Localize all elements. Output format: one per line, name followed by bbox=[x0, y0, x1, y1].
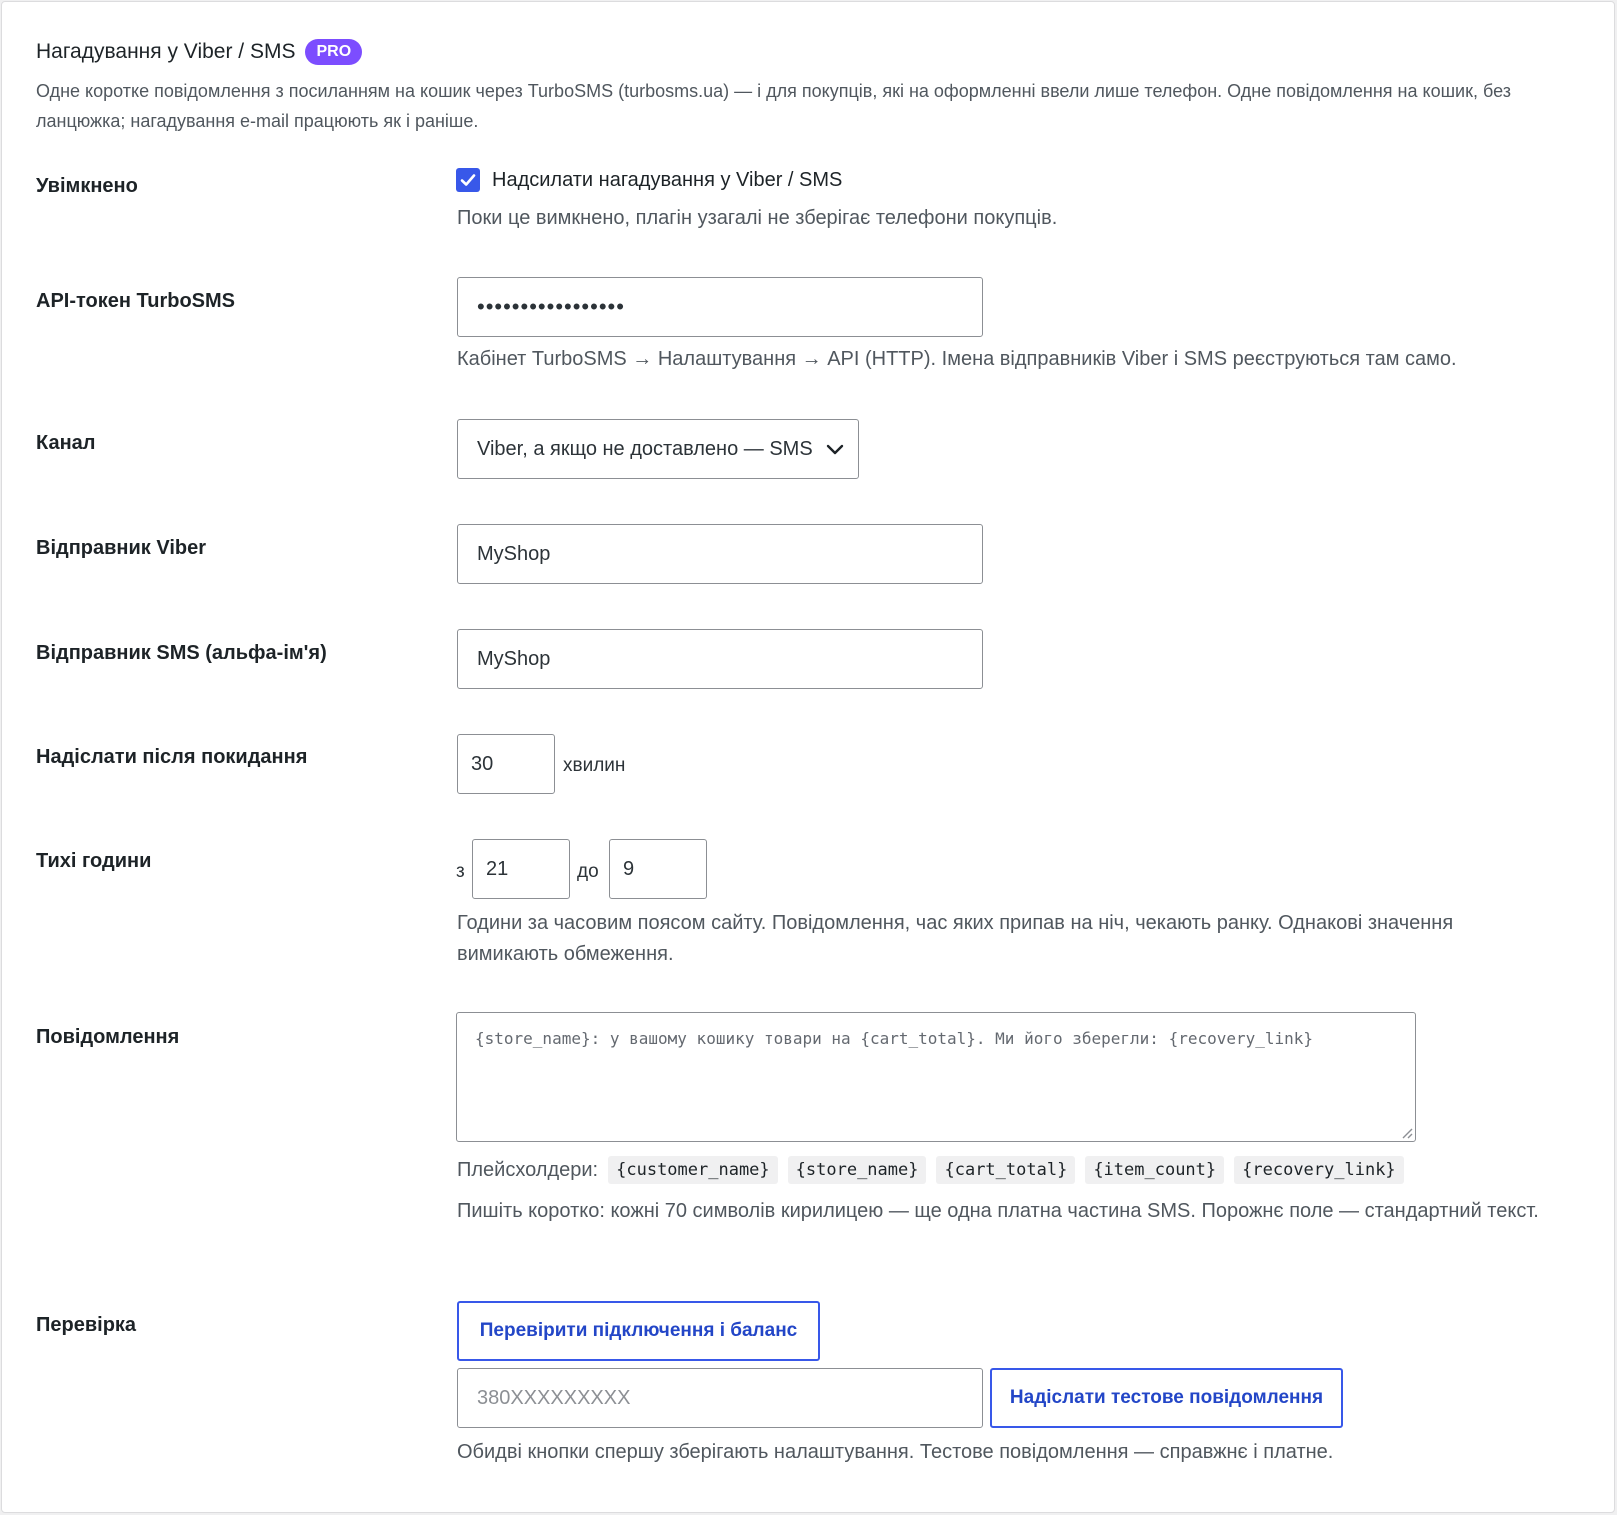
enabled-help: Поки це вимкнено, плагін узагалі не зберігає телефони покупців. bbox=[457, 207, 1058, 229]
section-header bbox=[36, 38, 362, 66]
send-test-button[interactable]: Надіслати тестове повідомлення bbox=[990, 1368, 1343, 1428]
sms-sender-label: Відправник SMS (альфа-ім'я) bbox=[36, 642, 327, 664]
api-token-label: API-токен TurboSMS bbox=[36, 290, 236, 312]
placeholder-tag: {cart_total} bbox=[936, 1156, 1075, 1184]
message-textarea[interactable] bbox=[456, 1012, 1416, 1142]
check-connection-button[interactable]: Перевірити підключення і баланс bbox=[457, 1301, 820, 1361]
message-help: Пишіть коротко: кожні 70 символів кирилицею — ще одна платна частина SMS. Порожнє поле — стандартний текст. bbox=[457, 1200, 1539, 1222]
message-placeholder: {store_name}: у вашому кошику товари на {cart_total}. Ми його зберегли: {recovery_link} bbox=[475, 1029, 1314, 1048]
viber-sender-label: Відправник Viber bbox=[36, 537, 207, 559]
api-token-help: Кабінет TurboSMS → Налаштування → API (HTTP). Імена відправників Viber і SMS реєструються там само. bbox=[457, 348, 1457, 370]
channel-select[interactable] bbox=[457, 419, 859, 479]
viber-sender-input[interactable]: MyShop bbox=[457, 524, 983, 584]
pro-badge: PRO bbox=[305, 39, 362, 65]
api-token-input[interactable]: ••••••••••••••••• bbox=[457, 277, 983, 337]
test-help: Обидві кнопки спершу зберігають налаштування. Тестове повідомлення — справжнє і платне. bbox=[457, 1441, 1334, 1463]
placeholder-tag: {customer_name} bbox=[608, 1156, 778, 1184]
enabled-label: Увімкнено bbox=[36, 175, 138, 197]
delay-input[interactable]: 30 bbox=[457, 734, 555, 794]
quiet-hours-from-label: з bbox=[456, 861, 465, 882]
resize-grip-icon[interactable] bbox=[1399, 1125, 1413, 1139]
chevron-down-icon bbox=[826, 442, 844, 456]
check-icon bbox=[459, 171, 477, 189]
delay-unit: хвилин bbox=[563, 755, 626, 776]
message-label: Повідомлення bbox=[36, 1026, 180, 1048]
quiet-hours-help: Години за часовим поясом сайту. Повідомлення, час яких припав на ніч, чекають ранку. Однакові значення вимикають обмеження. bbox=[457, 912, 1454, 965]
quiet-hours-from-input[interactable]: 21 bbox=[472, 839, 570, 899]
placeholder-tag: {item_count} bbox=[1085, 1156, 1224, 1184]
quiet-hours-to-label: до bbox=[577, 861, 599, 882]
quiet-hours-to-input[interactable]: 9 bbox=[609, 839, 707, 899]
settings-panel bbox=[1, 1, 1615, 1513]
section-description: Одне коротке повідомлення з посиланням на кошик через TurboSMS (turbosms.ua) — і для покупців, які на оформленні ввели лише телефон. Одне повідомлення на кошик, без ланцюжка; нагадування e-mail працюють як і раніше. bbox=[36, 81, 1511, 131]
placeholders-row bbox=[457, 1156, 1404, 1184]
delay-label: Надіслати після покидання bbox=[36, 746, 308, 768]
quiet-hours-label: Тихі години bbox=[36, 850, 152, 872]
channel-label: Канал bbox=[36, 432, 96, 454]
enabled-checkbox[interactable] bbox=[456, 168, 480, 192]
test-label: Перевірка bbox=[36, 1314, 137, 1336]
placeholders-label: Плейсхолдери: bbox=[457, 1158, 599, 1181]
placeholder-tag: {store_name} bbox=[788, 1156, 927, 1184]
sms-sender-input[interactable]: MyShop bbox=[457, 629, 983, 689]
section-title: Нагадування у Viber / SMS bbox=[36, 40, 296, 63]
placeholder-tag: {recovery_link} bbox=[1234, 1156, 1404, 1184]
channel-selected-value: Viber, а якщо не доставлено — SMS bbox=[477, 437, 813, 460]
enabled-checkbox-label[interactable]: Надсилати нагадування у Viber / SMS bbox=[492, 169, 843, 191]
test-phone-input[interactable]: 380XXXXXXXXX bbox=[457, 1368, 983, 1428]
